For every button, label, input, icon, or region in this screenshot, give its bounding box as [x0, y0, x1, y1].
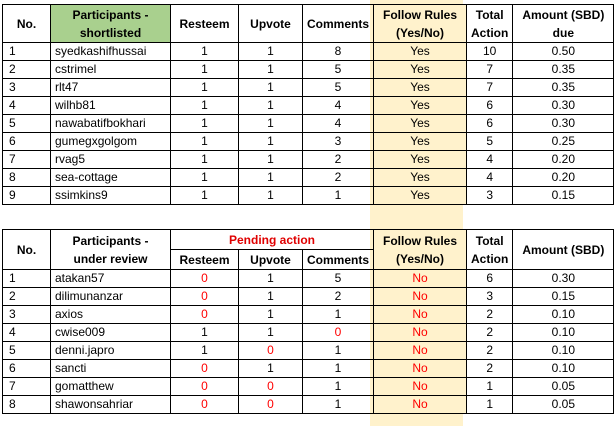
resteem-value: 0 — [171, 270, 239, 288]
table-row — [3, 270, 614, 288]
shortlisted-table — [2, 4, 614, 205]
follow-rules-value: No — [374, 270, 467, 288]
amount-value: 0.35 — [513, 61, 614, 79]
row-number: 4 — [3, 324, 51, 342]
resteem-value: 1 — [171, 169, 239, 187]
comments-value: 3 — [303, 133, 374, 151]
upvote-value: 1 — [239, 187, 303, 205]
follow-rules-value: Yes — [374, 43, 467, 61]
amount-value: 0.35 — [513, 79, 614, 97]
participant-name: nawabatifbokhari — [51, 115, 171, 133]
upvote-value: 1 — [239, 306, 303, 324]
participant-name: cstrimel — [51, 61, 171, 79]
participant-name: sancti — [51, 360, 171, 378]
row-number: 5 — [3, 115, 51, 133]
resteem-value: 0 — [171, 360, 239, 378]
upvote-value: 1 — [239, 79, 303, 97]
row-number: 7 — [3, 378, 51, 396]
amount-value: 0.05 — [513, 396, 614, 414]
row-number: 9 — [3, 187, 51, 205]
table-row — [3, 187, 614, 205]
amount-value: 0.20 — [513, 169, 614, 187]
header-no: No. — [3, 230, 51, 270]
upvote-value: 1 — [239, 288, 303, 306]
resteem-value: 1 — [171, 151, 239, 169]
comments-value: 5 — [303, 79, 374, 97]
header-amount: Amount (SBD) — [513, 230, 614, 270]
total-action-value: 10 — [467, 43, 513, 61]
header-amount-due: Amount (SBD) due — [513, 5, 614, 43]
header-participants-shortlisted: Participants - shortlisted — [51, 5, 171, 43]
row-number: 3 — [3, 306, 51, 324]
row-number: 8 — [3, 396, 51, 414]
upvote-value: 1 — [239, 360, 303, 378]
total-action-value: 3 — [467, 187, 513, 205]
upvote-value: 0 — [239, 342, 303, 360]
participant-name: atakan57 — [51, 270, 171, 288]
total-action-value: 6 — [467, 115, 513, 133]
row-number: 2 — [3, 61, 51, 79]
participant-name: wilhb81 — [51, 97, 171, 115]
header-resteem: Resteem — [171, 5, 239, 43]
table-row — [3, 324, 614, 342]
upvote-value: 0 — [239, 378, 303, 396]
resteem-value: 1 — [171, 97, 239, 115]
comments-value: 4 — [303, 115, 374, 133]
row-number: 2 — [3, 288, 51, 306]
header-resteem: Resteem — [171, 250, 239, 270]
participant-name: denni.japro — [51, 342, 171, 360]
upvote-value: 1 — [239, 97, 303, 115]
follow-rules-value: Yes — [374, 61, 467, 79]
participant-name: dilimunanzar — [51, 288, 171, 306]
participant-name: cwise009 — [51, 324, 171, 342]
resteem-value: 0 — [171, 306, 239, 324]
follow-rules-value: Yes — [374, 169, 467, 187]
total-action-value: 7 — [467, 61, 513, 79]
row-number: 8 — [3, 169, 51, 187]
header-comments: Comments — [303, 250, 374, 270]
total-action-value: 6 — [467, 97, 513, 115]
participant-name: shawonsahriar — [51, 396, 171, 414]
amount-value: 0.25 — [513, 133, 614, 151]
under-review-table — [2, 229, 614, 414]
upvote-value: 1 — [239, 133, 303, 151]
table-row — [3, 43, 614, 61]
follow-rules-value: No — [374, 306, 467, 324]
upvote-value: 0 — [239, 396, 303, 414]
row-number: 4 — [3, 97, 51, 115]
comments-value: 1 — [303, 342, 374, 360]
header-total-action: Total Action — [467, 230, 513, 270]
upvote-value: 1 — [239, 115, 303, 133]
amount-value: 0.10 — [513, 324, 614, 342]
follow-rules-value: No — [374, 288, 467, 306]
participant-name: gomatthew — [51, 378, 171, 396]
participant-name: rvag5 — [51, 151, 171, 169]
table-row — [3, 79, 614, 97]
follow-rules-value: No — [374, 378, 467, 396]
comments-value: 1 — [303, 187, 374, 205]
amount-value: 0.10 — [513, 306, 614, 324]
comments-value: 2 — [303, 151, 374, 169]
participant-name: axios — [51, 306, 171, 324]
total-action-value: 5 — [467, 133, 513, 151]
follow-rules-value: Yes — [374, 133, 467, 151]
row-number: 1 — [3, 270, 51, 288]
resteem-value: 1 — [171, 342, 239, 360]
total-action-value: 2 — [467, 342, 513, 360]
resteem-value: 0 — [171, 378, 239, 396]
header-upvote: Upvote — [239, 250, 303, 270]
upvote-value: 1 — [239, 61, 303, 79]
follow-rules-value: No — [374, 324, 467, 342]
upvote-value: 1 — [239, 270, 303, 288]
upvote-value: 1 — [239, 169, 303, 187]
comments-value: 0 — [303, 324, 374, 342]
amount-value: 0.10 — [513, 360, 614, 378]
table-row — [3, 306, 614, 324]
table-row — [3, 169, 614, 187]
participant-name: rlt47 — [51, 79, 171, 97]
follow-rules-value: Yes — [374, 187, 467, 205]
table-row — [3, 360, 614, 378]
amount-value: 0.10 — [513, 342, 614, 360]
amount-value: 0.05 — [513, 378, 614, 396]
resteem-value: 1 — [171, 187, 239, 205]
amount-value: 0.50 — [513, 43, 614, 61]
participant-name: sea-cottage — [51, 169, 171, 187]
header-follow-rules: Follow Rules (Yes/No) — [374, 230, 467, 270]
resteem-value: 1 — [171, 115, 239, 133]
comments-value: 1 — [303, 360, 374, 378]
row-number: 5 — [3, 342, 51, 360]
header-total-action: Total Action — [467, 5, 513, 43]
comments-value: 5 — [303, 270, 374, 288]
header-participants-under-review: Participants - under review — [51, 230, 171, 270]
comments-value: 2 — [303, 288, 374, 306]
resteem-value: 0 — [171, 288, 239, 306]
total-action-value: 1 — [467, 396, 513, 414]
participant-name: syedkashifhussai — [51, 43, 171, 61]
total-action-value: 2 — [467, 306, 513, 324]
participant-name: ssimkins9 — [51, 187, 171, 205]
total-action-value: 7 — [467, 79, 513, 97]
follow-rules-value: No — [374, 360, 467, 378]
comments-value: 1 — [303, 306, 374, 324]
follow-rules-value: Yes — [374, 151, 467, 169]
upvote-value: 1 — [239, 43, 303, 61]
resteem-value: 1 — [171, 324, 239, 342]
amount-value: 0.30 — [513, 97, 614, 115]
table-row — [3, 378, 614, 396]
header-follow-rules: Follow Rules (Yes/No) — [374, 5, 467, 43]
resteem-value: 1 — [171, 43, 239, 61]
follow-rules-value: Yes — [374, 115, 467, 133]
row-number: 1 — [3, 43, 51, 61]
table-row — [3, 97, 614, 115]
comments-value: 2 — [303, 169, 374, 187]
comments-value: 1 — [303, 378, 374, 396]
amount-value: 0.30 — [513, 270, 614, 288]
table-row — [3, 288, 614, 306]
header-pending-action: Pending action — [171, 230, 374, 250]
table-row — [3, 133, 614, 151]
row-number: 6 — [3, 360, 51, 378]
resteem-value: 1 — [171, 133, 239, 151]
table-row — [3, 61, 614, 79]
header-upvote: Upvote — [239, 5, 303, 43]
amount-value: 0.30 — [513, 115, 614, 133]
row-number: 6 — [3, 133, 51, 151]
follow-rules-value: No — [374, 396, 467, 414]
total-action-value: 3 — [467, 288, 513, 306]
comments-value: 5 — [303, 61, 374, 79]
total-action-value: 4 — [467, 169, 513, 187]
follow-rules-value: Yes — [374, 97, 467, 115]
amount-value: 0.15 — [513, 288, 614, 306]
amount-value: 0.20 — [513, 151, 614, 169]
comments-value: 1 — [303, 396, 374, 414]
row-number: 7 — [3, 151, 51, 169]
table-row — [3, 115, 614, 133]
total-action-value: 6 — [467, 270, 513, 288]
total-action-value: 2 — [467, 324, 513, 342]
row-number: 3 — [3, 79, 51, 97]
resteem-value: 1 — [171, 61, 239, 79]
table-row — [3, 342, 614, 360]
resteem-value: 1 — [171, 79, 239, 97]
header-comments: Comments — [303, 5, 374, 43]
table-row — [3, 151, 614, 169]
resteem-value: 0 — [171, 396, 239, 414]
total-action-value: 1 — [467, 378, 513, 396]
header-no: No. — [3, 5, 51, 43]
upvote-value: 1 — [239, 151, 303, 169]
upvote-value: 1 — [239, 324, 303, 342]
total-action-value: 2 — [467, 360, 513, 378]
table-row — [3, 396, 614, 414]
comments-value: 8 — [303, 43, 374, 61]
amount-value: 0.15 — [513, 187, 614, 205]
follow-rules-value: No — [374, 342, 467, 360]
participant-name: gumegxgolgom — [51, 133, 171, 151]
follow-rules-value: Yes — [374, 79, 467, 97]
comments-value: 4 — [303, 97, 374, 115]
total-action-value: 4 — [467, 151, 513, 169]
